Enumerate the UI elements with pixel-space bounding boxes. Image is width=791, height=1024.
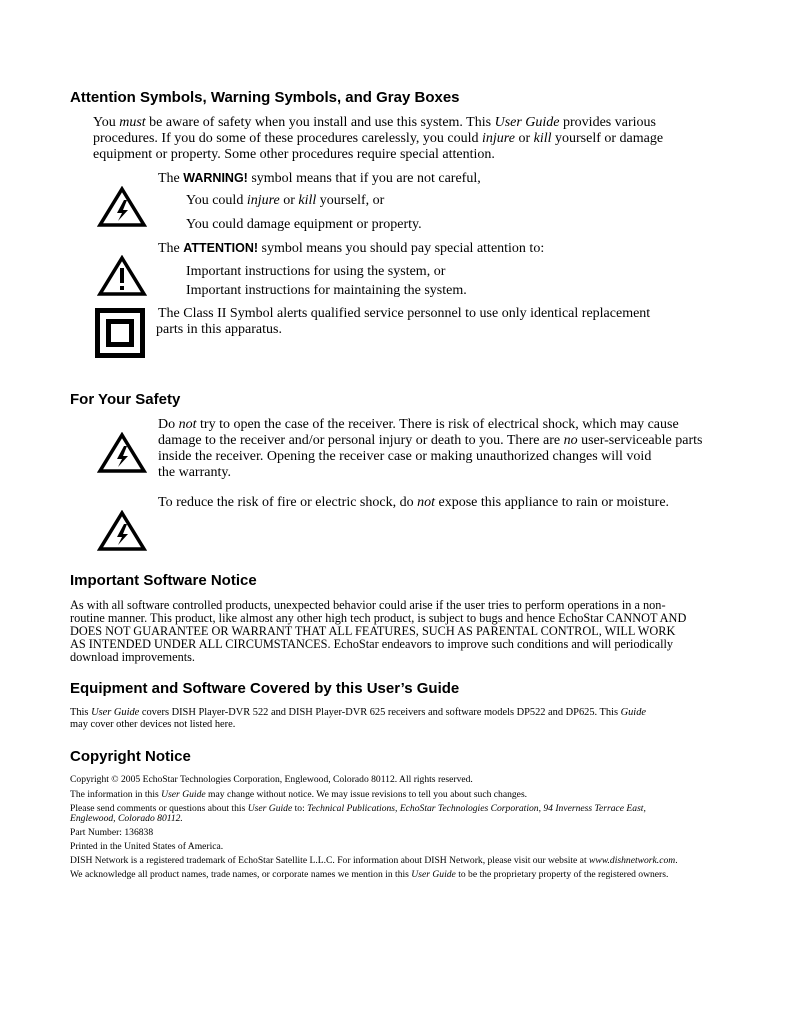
copyright-line: Please send comments or questions about this User Guide to: Technical Publications, EchoStar Technologies Corporation, 94 Inverness Terrace East, — [70, 803, 646, 814]
emphasis-text: Technical Publications, EchoStar Technologies Corporation, 94 Inverness Terrace East, — [307, 803, 646, 814]
copyright-line: Copyright © 2005 EchoStar Technologies Corporation, Englewood, Colorado 80112. All rights reserved. — [70, 774, 473, 785]
emphasis-text: not — [178, 417, 197, 432]
emphasis-text: User Guide — [411, 869, 456, 880]
safety-line: inside the receiver. Opening the receiver case or making unauthorized changes will void — [158, 449, 652, 464]
attention-item: Important instructions for using the system, or — [186, 264, 446, 279]
copyright-line: Printed in the United States of America. — [70, 841, 224, 852]
emphasis-text: kill — [533, 131, 552, 146]
equipment-line: This User Guide covers DISH Player-DVR 522 and DISH Player-DVR 625 receivers and software models DP522 and DP625. This Guide — [70, 707, 647, 718]
software-line: routine manner. This product, like almost any other high tech product, is subject to bugs and hence EchoStar CANNOT AND — [70, 611, 687, 625]
software-line: DOES NOT GUARANTEE OR WARRANT THAT ALL FEATURES, SUCH AS PARENTAL CONTROL, WILL WORK — [70, 624, 676, 638]
emphasis-text: no — [563, 433, 578, 448]
section-heading-equipment: Equipment and Software Covered by this User’s Guide — [70, 680, 460, 697]
emphasis-text: User Guide — [161, 789, 206, 800]
section-heading-safety: For Your Safety — [70, 391, 181, 408]
safety-line: To reduce the risk of fire or electric shock, do not expose this appliance to rain or moisture. — [158, 495, 670, 510]
software-line: AS INTENDED UNDER ALL CIRCUMSTANCES. EchoStar endeavors to improve such conditions and will periodically — [70, 637, 674, 651]
section-heading-attention: Attention Symbols, Warning Symbols, and Gray Boxes — [70, 89, 460, 106]
warning-item: You could injure or kill yourself, or — [186, 193, 385, 208]
intro-line: procedures. If you do some of these procedures carelessly, you could injure or kill yourself or damage — [93, 131, 664, 146]
safety-line: the warranty. — [158, 465, 231, 480]
warning-shock-icon — [97, 510, 147, 552]
symbol-name-label: WARNING! — [183, 171, 248, 185]
copyright-line: We acknowledge all product names, trade names, or corporate names we mention in this User Guide to be the proprietary property of the registered owners. — [70, 869, 669, 880]
copyright-line — [70, 813, 183, 825]
section-heading-copyright: Copyright Notice — [70, 748, 191, 765]
software-line: download improvements. — [70, 650, 195, 664]
warning-shock-icon — [97, 432, 147, 474]
emphasis-text: User Guide — [494, 115, 560, 130]
warning-shock-icon — [97, 186, 147, 228]
class-ii-double-square-icon — [95, 308, 145, 358]
section-heading-software: Important Software Notice — [70, 572, 257, 589]
class2-line: The Class II Symbol alerts qualified service personnel to use only identical replacement — [158, 306, 651, 321]
attention-definition: The ATTENTION! symbol means you should pay special attention to: — [158, 241, 545, 256]
software-line: As with all software controlled products, unexpected behavior could arise if the user tries to perform operations in a non- — [70, 598, 666, 612]
warning-item: You could damage equipment or property. — [186, 217, 422, 232]
emphasis-text: injure — [246, 193, 280, 208]
safety-line: Do not try to open the case of the receiver. There is risk of electrical shock, which may cause — [158, 417, 679, 432]
emphasis-text: injure — [482, 131, 515, 146]
emphasis-text: Guide — [620, 707, 647, 718]
class2-line: parts in this apparatus. — [156, 322, 282, 337]
emphasis-text: not — [417, 495, 435, 510]
emphasis-text: www.dishnetwork.com — [589, 855, 676, 866]
emphasis-text: must — [119, 115, 146, 130]
emphasis-text: kill — [298, 193, 317, 208]
emphasis-text: Englewood, Colorado 80112. — [70, 813, 183, 824]
symbol-name-label: ATTENTION! — [183, 241, 259, 255]
part-number: Part Number: 136838 — [70, 827, 154, 838]
warning-definition: The WARNING! symbol means that if you are not careful, — [158, 171, 481, 186]
copyright-line: DISH Network is a registered trademark of EchoStar Satellite L.L.C. For information about DISH Network, please visit our website at www.dishnetwork.com. — [70, 855, 678, 866]
intro-line: You must be aware of safety when you install and use this system. This User Guide provides various — [93, 115, 656, 130]
intro-line: equipment or property. Some other procedures require special attention. — [93, 147, 495, 162]
emphasis-text: User Guide — [91, 707, 140, 718]
copyright-line: The information in this User Guide may change without notice. We may issue revisions to tell you about such changes. — [70, 789, 528, 800]
emphasis-text: User Guide — [247, 803, 293, 814]
safety-line: damage to the receiver and/or personal injury or death to you. There are no user-serviceable parts — [158, 433, 703, 448]
attention-item: Important instructions for maintaining the system. — [186, 283, 467, 298]
attention-exclamation-icon — [97, 255, 147, 297]
equipment-line: may cover other devices not listed here. — [70, 719, 236, 730]
